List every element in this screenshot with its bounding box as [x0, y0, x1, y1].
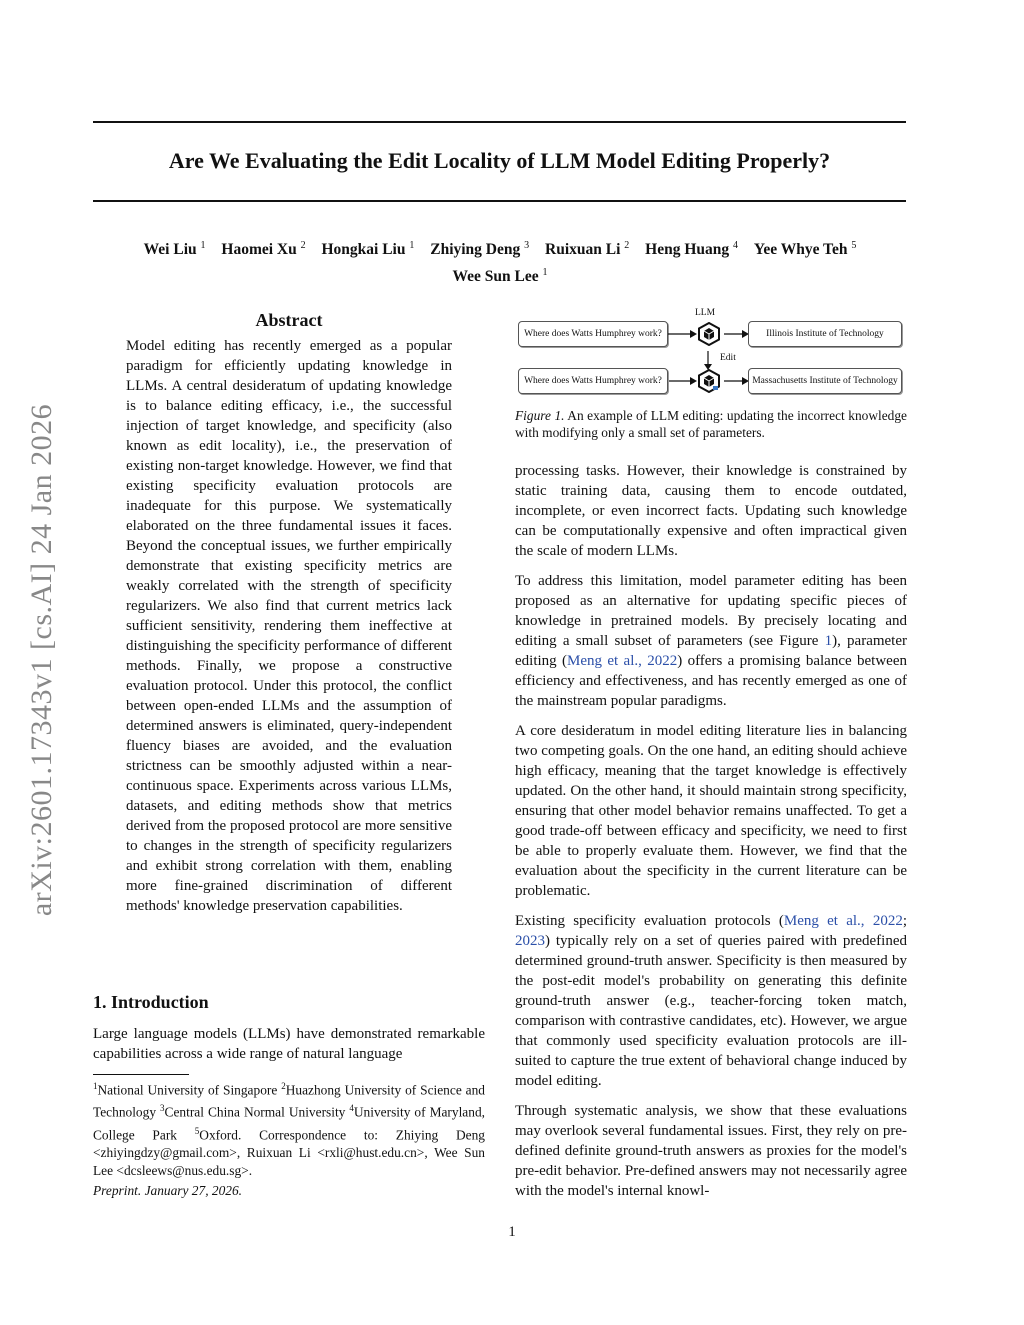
author: Wei Liu $^1$	[143, 240, 206, 259]
preprint-note: Preprint. January 27, 2026.	[93, 1183, 243, 1198]
author: Yee Whye Teh $^5$	[753, 240, 857, 259]
citation-link[interactable]: Meng et al., 2022	[567, 653, 678, 669]
edit-label: Edit	[720, 353, 736, 363]
figure-caption: Figure 1. An example of LLM editing: updating the incorrect knowledge with modifying only a small set of parameters.	[515, 408, 908, 440]
author: Zhiying Deng $^3$	[430, 240, 530, 259]
section-heading-introduction: 1. Introduction	[93, 992, 209, 1012]
intro-paragraph: To address this limitation, model parameter editing has been proposed as an alternative for updating specific pieces of knowledge in pretrained models. By precisely locating and editing a small subset of parameters (see Figure 1), parameter editing (Meng et al., 2022) offers a promising balance between efficiency and effectiveness, and has recently emerged as one of the mainstream popular paradigms.	[515, 573, 908, 709]
author: Haomei Xu $^2$	[221, 240, 306, 259]
abstract-heading: Abstract	[255, 310, 323, 330]
page-number: 1	[508, 1224, 516, 1240]
llm-label: LLM	[695, 308, 716, 318]
arxiv-identifier: arXiv:2601.17343v1 [cs.AI] 24 Jan 2026	[25, 403, 58, 917]
paper-title: Are We Evaluating the Edit Locality of LLM Model Editing Properly?	[168, 148, 831, 173]
intro-paragraph: processing tasks. However, their knowledge is constrained by static training data, causing them to encode outdated, incomplete, or even incorrect facts. Updating such knowledge can be computationally expensive and often impractical given the scale of modern LLMs.	[515, 463, 907, 559]
abstract-text: Model editing has recently emerged as a popular paradigm for efficiently updating knowledge in LLMs. A central desideratum of updating knowledge is to balance editing efficacy, i.e., the successful injection of target knowledge, and specificity (also known as edit locality), i.e., the preservation of existing non-target knowledge. However, we find that existing specificity evaluation protocols are inadequate for this purpose. We systematically elaborated on the three fundamental issues it faces. Beyond the conceptual issues, we further empirically demonstrate that existing specificity metrics are weakly correlated with the strength of specificity regularizers. We also find that current metrics lack sufficient sensitivity, rendering them ineffective at distinguishing the specificity performance of different methods. Finally, we propose a constructive evaluation protocol. Under this protocol, the conflict between open-ended LLMs and the assumption of determined answers is eliminated, query-independent fluency biases are avoided, and the evaluation strictness can be smoothly adjusted within a near-continuous space. Experiments across various LLMs, datasets, and editing methods show that metrics derived from the proposed protocol are more sensitive to changes in the strength of specificity regularizers and exhibit strong correlation with them, enabling more fine-grained discrimination of different methods' knowledge preservation capabilities.	[126, 338, 452, 914]
query-box-bottom: Where does Watts Humphrey work?	[518, 368, 668, 394]
affiliation-footnote: $^1$National University of Singapore $^2$Huazhong University of Science and Technology $^3$Central China Normal University $^4$University of Maryland, College Park $^5$Oxford. Correspondence to: Zhiying Deng <zhiyingdzy@gmail.com>, Ruixuan Li <rxli@hust.edu.cn>, Wee Sun Lee <dcsleews@nus.edu.sg>.	[93, 1081, 486, 1179]
citation-link[interactable]: 2023	[515, 933, 545, 949]
intro-paragraph: Through systematic analysis, we show that these evaluations may overlook several fundamental issues. First, they rely on pre-defined definite ground-truth answers as proxies for the model's pre-edit behavior. Pre-defined answers may not necessarily agree with the model's internal knowl-	[515, 1103, 907, 1199]
footnote-rule	[93, 1074, 189, 1075]
intro-paragraph: Existing specificity evaluation protocols (Meng et al., 2022; 2023) typically rely on a set of queries paired with predefined determined ground-truth answer. Specificity is then measured by the post-edit model's probability on generating this definite ground-truth answer (e.g., teacher-forcing token match, comparison with contrastive candidates, etc). However, we argue that commonly used specificity evaluation protocols are ill-suited to capture the true extent of behavioral change induced by model editing.	[515, 913, 907, 1089]
citation-link[interactable]: Meng et al., 2022	[783, 913, 903, 929]
author-list	[120, 234, 880, 288]
author: Wee Sun Lee $^1$	[452, 267, 548, 286]
title-top-rule	[93, 121, 906, 123]
answer-box-bottom: Massachusetts Institute of Technology	[748, 368, 902, 394]
intro-paragraph: A core desideratum in model editing literature lies in balancing two competing goals. On the one hand, an editing should achieve high efficacy, meaning that the target knowledge is effectively updated. On the other hand, it should maintain strong specificity, ensuring that other model behavior remains unaffected. To get a good trade-off between efficacy and specificity, we need to first be able to properly evaluate them. However, we find that the evaluation about the specificity in the current literature can be problematic.	[515, 723, 907, 899]
edited-llm-cube-icon	[697, 369, 721, 393]
figure-reference-link[interactable]: 1	[824, 633, 833, 649]
query-box-top: Where does Watts Humphrey work?	[518, 321, 668, 347]
llm-cube-icon	[697, 322, 721, 346]
title-bottom-rule	[93, 200, 906, 202]
intro-paragraph: Large language models (LLMs) have demonstrated remarkable capabilities across a wide range of natural language	[93, 1026, 485, 1062]
author: Ruixuan Li $^2$	[545, 240, 630, 259]
author: Heng Huang $^4$	[645, 240, 738, 259]
figure-llm-editing	[515, 305, 907, 401]
answer-box-top: Illinois Institute of Technology	[748, 321, 902, 347]
author: Hongkai Liu $^1$	[321, 240, 415, 259]
